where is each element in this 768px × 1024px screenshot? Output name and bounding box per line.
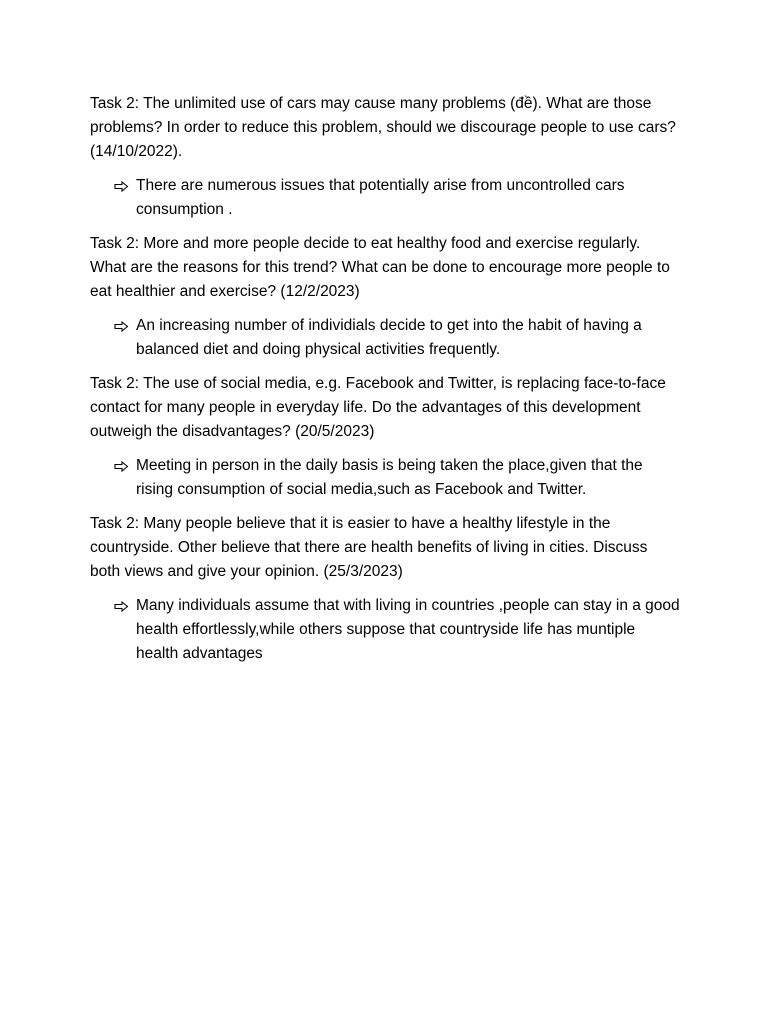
hollow-right-arrow-icon bbox=[114, 594, 130, 618]
task-prompt-4: Task 2: Many people believe that it is easier to have a healthy lifestyle in the countryside. Other believe that there are health benefits of living in cities. Discuss both views and give your opinion. (25/3/2023) bbox=[90, 515, 648, 580]
task-prompt-2: Task 2: More and more people decide to eat healthy food and exercise regularly. What are the reasons for this trend? What can be done to encourage more people to eat healthier and exercise? (12/2/2023) bbox=[90, 235, 670, 300]
answer-bullet-1 bbox=[90, 174, 680, 222]
answer-bullet-2 bbox=[90, 314, 680, 362]
hollow-right-arrow-icon bbox=[114, 454, 130, 478]
answer-text-2: An increasing number of individials decide to get into the habit of having a balanced diet and doing physical activities frequently. bbox=[136, 317, 642, 358]
task-prompt-1: Task 2: The unlimited use of cars may cause many problems (đề). What are those problems? In order to reduce this problem, should we discourage people to use cars? (14/10/2022). bbox=[90, 95, 676, 160]
hollow-right-arrow-icon bbox=[114, 314, 130, 338]
hollow-right-arrow-icon bbox=[114, 174, 130, 198]
answer-text-1: There are numerous issues that potentially arise from uncontrolled cars consumption . bbox=[136, 177, 625, 218]
answer-text-4: Many individuals assume that with living in countries ,people can stay in a good health effortlessly,while others suppose that countryside life has muntiple health advantages bbox=[136, 597, 680, 662]
task-prompt-3: Task 2: The use of social media, e.g. Facebook and Twitter, is replacing face-to-face contact for many people in everyday life. Do the advantages of this development outweigh the disadvantages? (20/5/2023) bbox=[90, 375, 666, 440]
answer-text-3: Meeting in person in the daily basis is being taken the place,given that the rising consumption of social media,such as Facebook and Twitter. bbox=[136, 457, 643, 498]
answer-bullet-3 bbox=[90, 454, 680, 502]
answer-bullet-4 bbox=[90, 594, 680, 666]
